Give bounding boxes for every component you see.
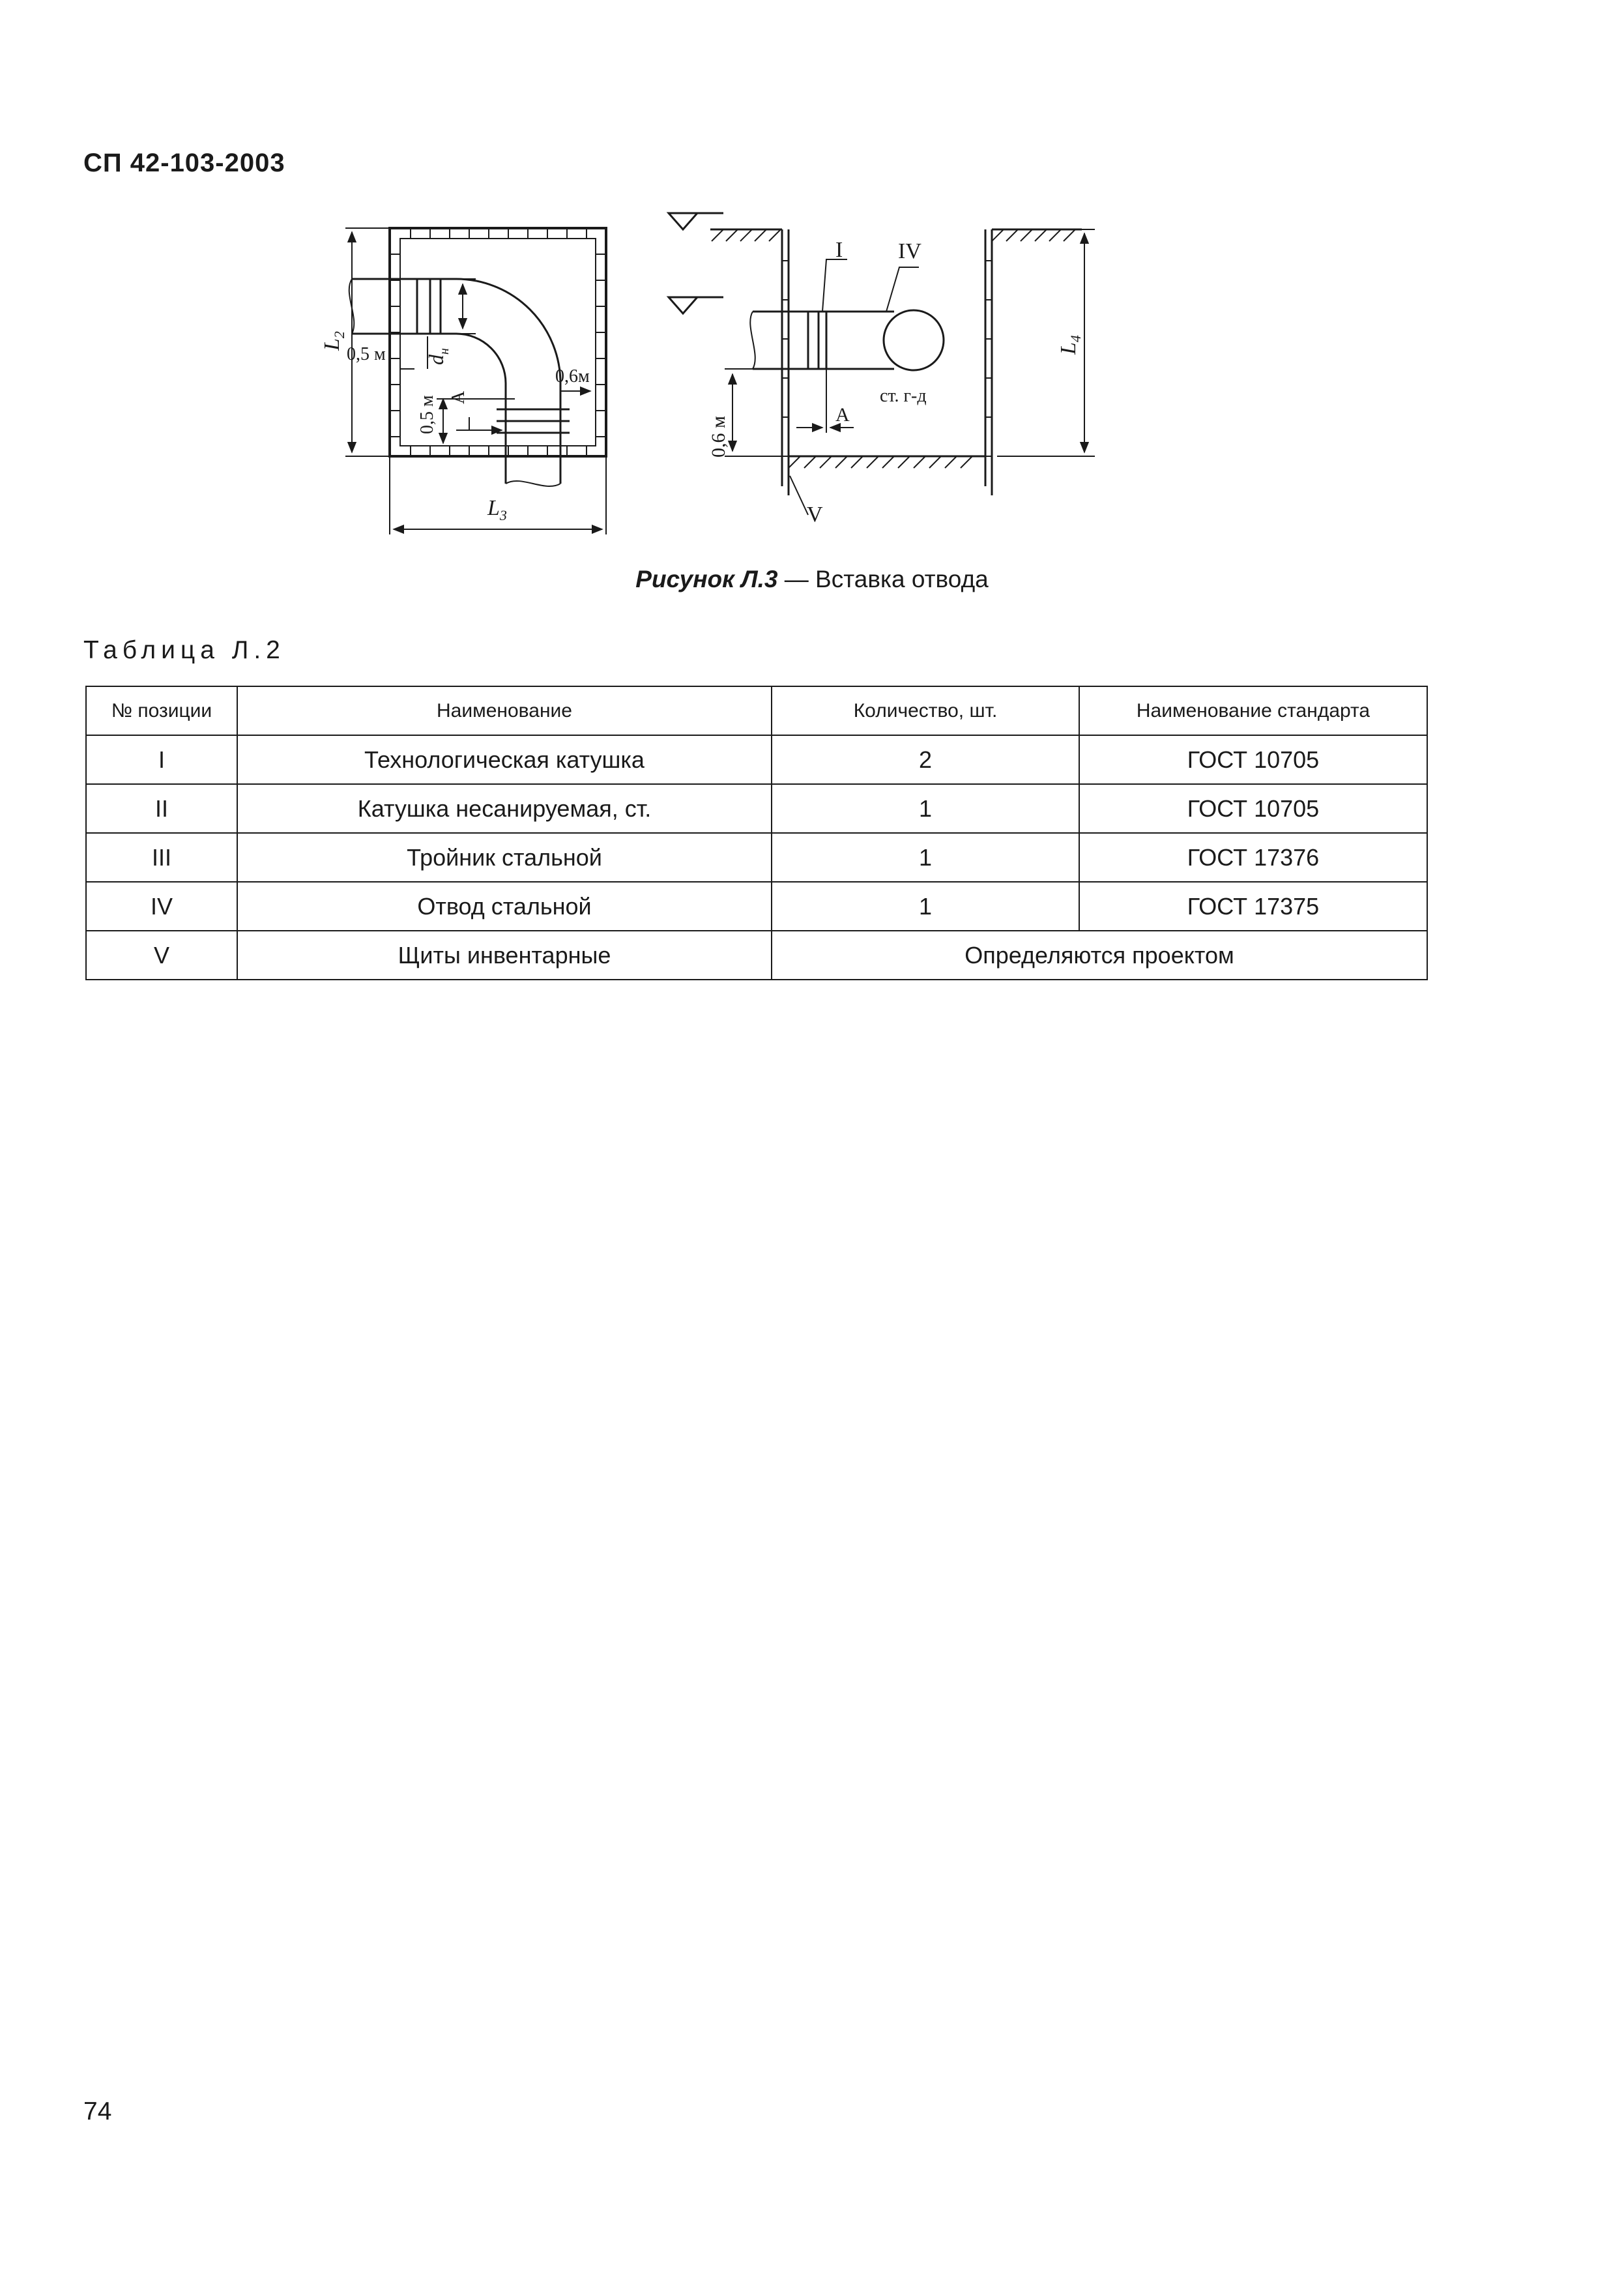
figure-drawing [0,0,1624,561]
cell-position: II [86,784,237,833]
figure-caption-label: Рисунок Л.3 [635,566,778,592]
cell-standard: ГОСТ 17376 [1079,833,1427,882]
header-quantity: Количество, шт. [772,686,1079,735]
cell-quantity: 1 [772,833,1079,882]
label-06m-right: 0,6м [555,366,590,387]
label-v: V [807,503,823,527]
cell-name: Тройник стальной [237,833,772,882]
label-05m-side: 0,5 м [417,395,437,434]
label-05m-top: 0,5 м [347,344,386,364]
cell-position: I [86,735,237,784]
cell-standard: ГОСТ 10705 [1079,784,1427,833]
figure-caption-separator: — [777,566,816,592]
header-standard: Наименование стандарта [1079,686,1427,735]
cell-quantity: 1 [772,882,1079,931]
table-row [86,882,1427,931]
cell-name: Технологическая катушка [237,735,772,784]
label-06m-depth: 0,6 м [708,416,729,458]
table-title: Таблица Л.2 [83,636,285,664]
table-row [86,784,1427,833]
label-i: I [835,238,843,262]
label-l4: $L_4$ [1056,335,1084,355]
header-position: № позиции [86,686,237,735]
cell-name: Отвод стальной [237,882,772,931]
document-code: СП 42-103-2003 [83,149,285,177]
cell-position: III [86,833,237,882]
table-row [86,833,1427,882]
label-l3: $L_3$ [487,496,507,523]
cell-position: V [86,931,237,980]
header-name: Наименование [237,686,772,735]
label-iv: IV [898,239,921,263]
cell-standard: ГОСТ 10705 [1079,735,1427,784]
cell-standard: ГОСТ 17375 [1079,882,1427,931]
spec-table [85,686,1428,980]
figure-caption [0,566,1624,593]
section-view [669,213,1095,515]
cell-position: IV [86,882,237,931]
cell-name: Щиты инвентарные [237,931,772,980]
label-l2: $L_2$ [320,331,347,351]
page-number: 74 [83,2097,112,2125]
cell-merged-note: Определяются проектом [772,931,1427,980]
cell-quantity: 2 [772,735,1079,784]
label-a-left: А [448,390,469,404]
cell-name: Катушка несанируемая, ст. [237,784,772,833]
label-a-right: А [835,404,850,426]
table-row [86,735,1427,784]
table-header-row [86,686,1427,735]
label-st-gd: ст. г-д [880,386,927,406]
cell-quantity: 1 [772,784,1079,833]
label-dn: $d_н$ [424,348,452,365]
table-row [86,931,1427,980]
figure-caption-text: Вставка отвода [815,566,989,592]
